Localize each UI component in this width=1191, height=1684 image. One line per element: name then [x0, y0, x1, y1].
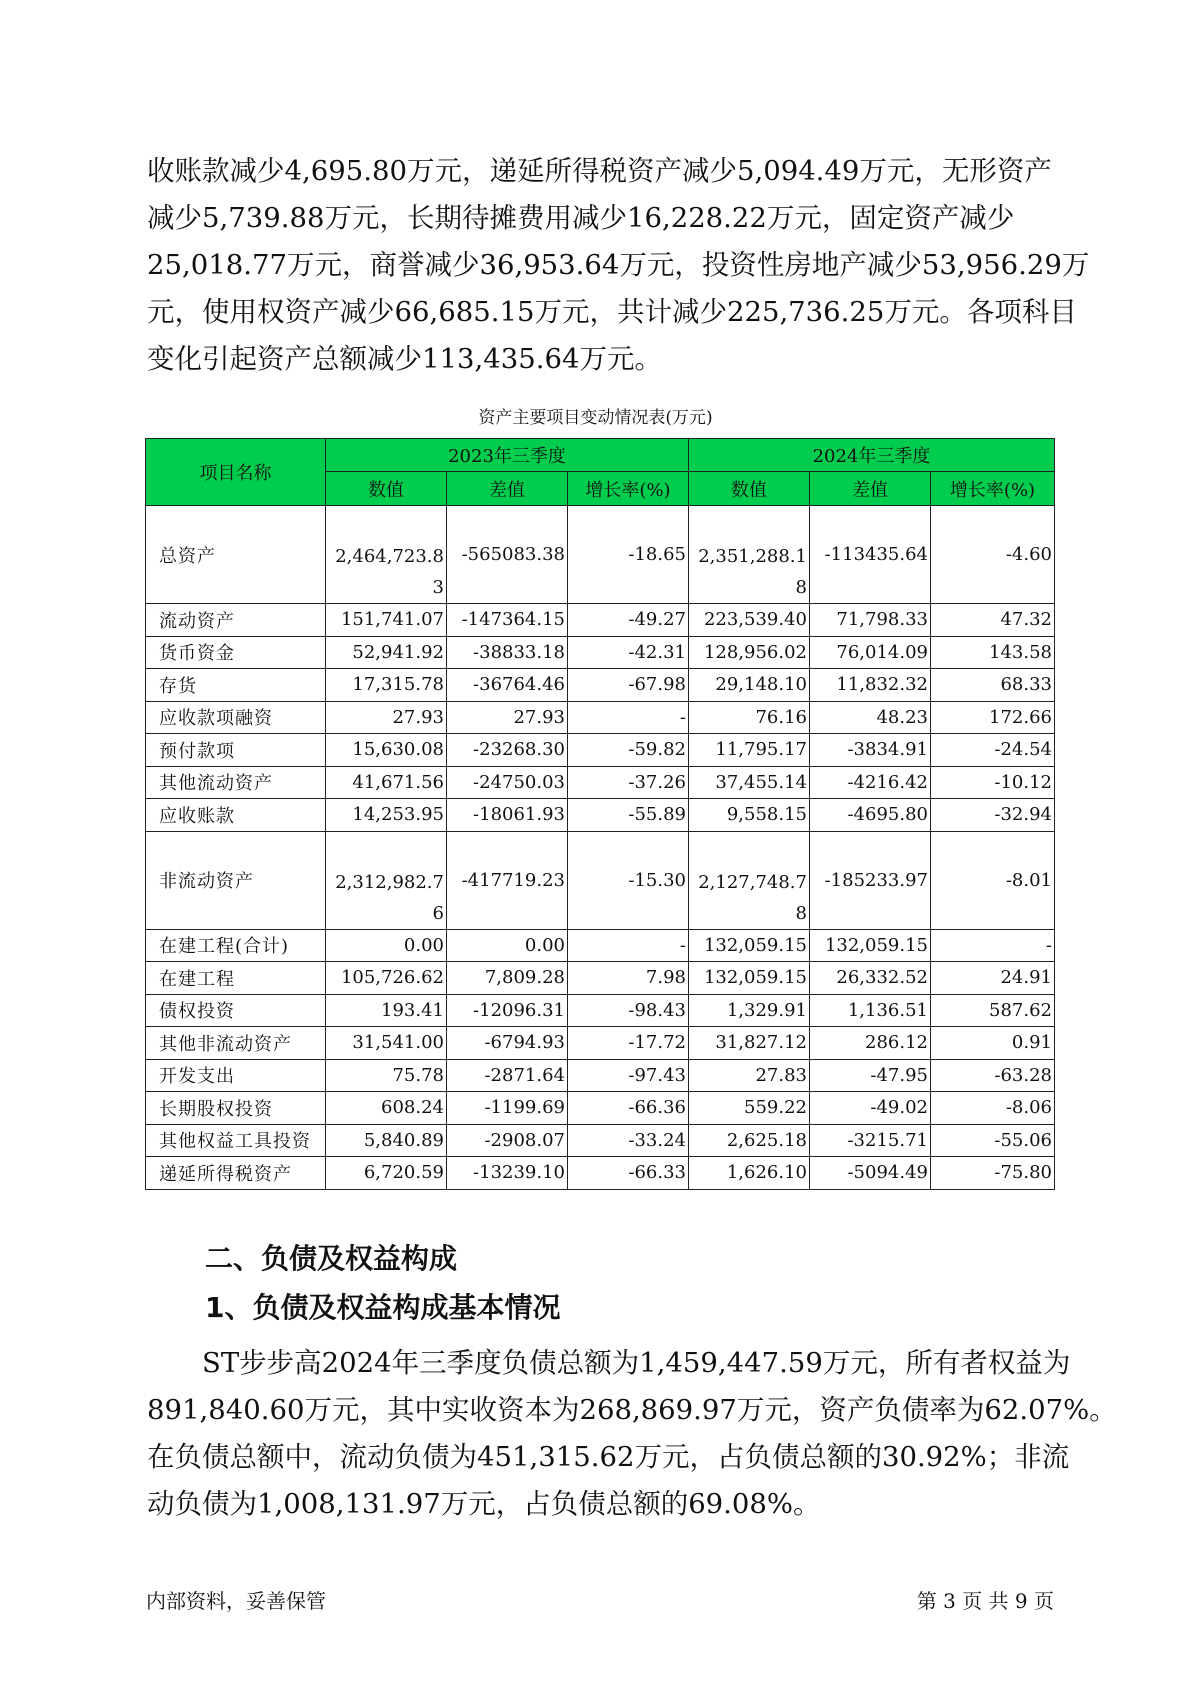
- table-row: [146, 669, 1055, 702]
- item-name-cell: 在建工程: [146, 962, 326, 995]
- diff-2024-cell: 1,136.51: [810, 994, 931, 1027]
- rate-2023-cell: -55.89: [568, 799, 689, 832]
- item-name-cell: 货币资金: [146, 636, 326, 669]
- diff-2024-cell: -113435.64: [810, 506, 931, 604]
- rate-2024-cell: -8.01: [931, 831, 1055, 929]
- value-2023-cell: 151,741.07: [326, 604, 447, 637]
- rate-2023-cell: -: [568, 701, 689, 734]
- diff-2023-cell: -23268.30: [447, 734, 568, 767]
- diff-2024-cell: 26,332.52: [810, 962, 931, 995]
- diff-2024-cell: -49.02: [810, 1092, 931, 1125]
- diff-2024-cell: 76,014.09: [810, 636, 931, 669]
- item-name-cell: 递延所得税资产: [146, 1157, 326, 1190]
- diff-2023-cell: -13239.10: [447, 1157, 568, 1190]
- item-name-cell: 开发支出: [146, 1059, 326, 1092]
- value-2024-cell: 2,351,288.18: [689, 506, 810, 604]
- paragraph-line: 891,840.60万元，其中实收资本为268,869.97万元，资产负债率为62.07%。: [147, 1394, 1117, 1426]
- item-name-cell: 在建工程(合计): [146, 929, 326, 962]
- item-name-cell: 长期股权投资: [146, 1092, 326, 1125]
- item-name-cell: 其他流动资产: [146, 766, 326, 799]
- item-name-cell: 流动资产: [146, 604, 326, 637]
- rate-2024-cell: 0.91: [931, 1027, 1055, 1060]
- diff-2024-cell: 132,059.15: [810, 929, 931, 962]
- table-row: [146, 604, 1055, 637]
- value-2024-cell: 1,329.91: [689, 994, 810, 1027]
- value-2023-cell: 0.00: [326, 929, 447, 962]
- diff-2023-cell: -565083.38: [447, 506, 568, 604]
- rate-2024-cell: 24.91: [931, 962, 1055, 995]
- paragraph-line: 收账款减少4,695.80万元，递延所得税资产减少5,094.49万元，无形资产: [147, 155, 1052, 187]
- diff-2023-cell: 27.93: [447, 701, 568, 734]
- rate-2024-cell: -: [931, 929, 1055, 962]
- table-row: [146, 636, 1055, 669]
- value-2023-cell: 608.24: [326, 1092, 447, 1125]
- diff-2023-cell: -36764.46: [447, 669, 568, 702]
- value-2024-cell: 1,626.10: [689, 1157, 810, 1190]
- table-row: [146, 701, 1055, 734]
- table-row: [146, 799, 1055, 832]
- value-2023-cell: 105,726.62: [326, 962, 447, 995]
- rate-2024-cell: 47.32: [931, 604, 1055, 637]
- group-header-2023: 2023年三季度: [326, 439, 689, 472]
- table-caption: 资产主要项目变动情况表(万元): [478, 408, 713, 428]
- diff-2023-cell: -12096.31: [447, 994, 568, 1027]
- diff-2023-cell: -18061.93: [447, 799, 568, 832]
- item-name-cell: 其他非流动资产: [146, 1027, 326, 1060]
- paragraph-line: 减少5,739.88万元，长期待摊费用减少16,228.22万元，固定资产减少: [147, 202, 1015, 234]
- asset-change-table: [145, 438, 1055, 1190]
- diff-2023-cell: -2871.64: [447, 1059, 568, 1092]
- value-2024-cell: 559.22: [689, 1092, 810, 1125]
- diff-2024-cell: -5094.49: [810, 1157, 931, 1190]
- rate-2024-cell: -8.06: [931, 1092, 1055, 1125]
- diff-2024-cell: 11,832.32: [810, 669, 931, 702]
- rate-2024-cell: 68.33: [931, 669, 1055, 702]
- rate-header-2024: 增长率(%): [931, 472, 1055, 506]
- diff-2023-cell: 7,809.28: [447, 962, 568, 995]
- paragraph-line: 元，使用权资产减少66,685.15万元，共计减少225,736.25万元。各项科目: [147, 296, 1077, 328]
- table-row: [146, 962, 1055, 995]
- table-row: [146, 506, 1055, 604]
- diff-header-2024: 差值: [810, 472, 931, 506]
- rate-2024-cell: -4.60: [931, 506, 1055, 604]
- value-2024-cell: 2,127,748.78: [689, 831, 810, 929]
- intro-paragraph: [147, 148, 1090, 383]
- item-name-cell: 应收账款: [146, 799, 326, 832]
- rate-2023-cell: -59.82: [568, 734, 689, 767]
- value-2024-cell: 2,625.18: [689, 1124, 810, 1157]
- value-2024-cell: 37,455.14: [689, 766, 810, 799]
- value-2023-cell: 5,840.89: [326, 1124, 447, 1157]
- value-2024-cell: 29,148.10: [689, 669, 810, 702]
- rate-2023-cell: -15.30: [568, 831, 689, 929]
- rate-2024-cell: 172.66: [931, 701, 1055, 734]
- rate-2023-cell: -97.43: [568, 1059, 689, 1092]
- value-2024-cell: 132,059.15: [689, 962, 810, 995]
- rate-header-2023: 增长率(%): [568, 472, 689, 506]
- value-2024-cell: 128,956.02: [689, 636, 810, 669]
- diff-2023-cell: -2908.07: [447, 1124, 568, 1157]
- group-header-2024: 2024年三季度: [689, 439, 1055, 472]
- rate-2023-cell: -66.33: [568, 1157, 689, 1190]
- rate-2024-cell: -63.28: [931, 1059, 1055, 1092]
- value-2023-cell: 41,671.56: [326, 766, 447, 799]
- rate-2024-cell: 587.62: [931, 994, 1055, 1027]
- item-name-cell: 存货: [146, 669, 326, 702]
- paragraph-line: 25,018.77万元，商誉减少36,953.64万元，投资性房地产减少53,956.29万: [147, 249, 1090, 281]
- diff-2024-cell: -4216.42: [810, 766, 931, 799]
- value-2024-cell: 76.16: [689, 701, 810, 734]
- table-row: [146, 994, 1055, 1027]
- table-row: [146, 734, 1055, 767]
- value-2023-cell: 2,312,982.76: [326, 831, 447, 929]
- rate-2023-cell: -42.31: [568, 636, 689, 669]
- value-2023-cell: 2,464,723.83: [326, 506, 447, 604]
- rate-2023-cell: -67.98: [568, 669, 689, 702]
- item-name-cell: 应收款项融资: [146, 701, 326, 734]
- diff-2023-cell: -147364.15: [447, 604, 568, 637]
- paragraph-line: 动负债为1,008,131.97万元，占负债总额的69.08%。: [147, 1488, 821, 1520]
- footer-page-number: 第 3 页 共 9 页: [916, 1589, 1054, 1613]
- rate-2023-cell: -66.36: [568, 1092, 689, 1125]
- value-2023-cell: 31,541.00: [326, 1027, 447, 1060]
- diff-2023-cell: -38833.18: [447, 636, 568, 669]
- diff-2023-cell: -1199.69: [447, 1092, 568, 1125]
- rate-2023-cell: -18.65: [568, 506, 689, 604]
- diff-2024-cell: 48.23: [810, 701, 931, 734]
- value-2024-cell: 27.83: [689, 1059, 810, 1092]
- table-row: [146, 1092, 1055, 1125]
- item-name-cell: 预付款项: [146, 734, 326, 767]
- rate-2024-cell: -10.12: [931, 766, 1055, 799]
- diff-2024-cell: -3834.91: [810, 734, 931, 767]
- rate-2023-cell: -17.72: [568, 1027, 689, 1060]
- paragraph-line: 在负债总额中，流动负债为451,315.62万元，占负债总额的30.92%；非流: [147, 1441, 1070, 1473]
- diff-2024-cell: -3215.71: [810, 1124, 931, 1157]
- diff-2024-cell: -4695.80: [810, 799, 931, 832]
- value-2024-cell: 31,827.12: [689, 1027, 810, 1060]
- table-row: [146, 1157, 1055, 1190]
- liability-paragraph: [147, 1340, 1117, 1528]
- table-row: [146, 831, 1055, 929]
- rate-2024-cell: 143.58: [931, 636, 1055, 669]
- rate-2023-cell: 7.98: [568, 962, 689, 995]
- diff-2023-cell: -24750.03: [447, 766, 568, 799]
- diff-2024-cell: 286.12: [810, 1027, 931, 1060]
- value-2023-cell: 17,315.78: [326, 669, 447, 702]
- table-row: [146, 929, 1055, 962]
- item-name-cell: 非流动资产: [146, 831, 326, 929]
- table-row: [146, 1124, 1055, 1157]
- rate-2024-cell: -32.94: [931, 799, 1055, 832]
- value-header-2024: 数值: [689, 472, 810, 506]
- value-2024-cell: 11,795.17: [689, 734, 810, 767]
- diff-2023-cell: -6794.93: [447, 1027, 568, 1060]
- value-2024-cell: 132,059.15: [689, 929, 810, 962]
- footer-confidential-note: 内部资料，妥善保管: [146, 1589, 326, 1613]
- diff-2023-cell: -417719.23: [447, 831, 568, 929]
- rate-2023-cell: -: [568, 929, 689, 962]
- section-heading: 二、负债及权益构成: [205, 1242, 458, 1275]
- value-2023-cell: 52,941.92: [326, 636, 447, 669]
- item-name-header: 项目名称: [146, 439, 326, 506]
- subsection-heading: 1、负债及权益构成基本情况: [205, 1291, 561, 1324]
- value-header-2023: 数值: [326, 472, 447, 506]
- diff-2023-cell: 0.00: [447, 929, 568, 962]
- value-2023-cell: 6,720.59: [326, 1157, 447, 1190]
- item-name-cell: 其他权益工具投资: [146, 1124, 326, 1157]
- item-name-cell: 总资产: [146, 506, 326, 604]
- diff-2024-cell: 71,798.33: [810, 604, 931, 637]
- rate-2024-cell: -75.80: [931, 1157, 1055, 1190]
- table-row: [146, 766, 1055, 799]
- value-2024-cell: 223,539.40: [689, 604, 810, 637]
- value-2023-cell: 75.78: [326, 1059, 447, 1092]
- rate-2023-cell: -98.43: [568, 994, 689, 1027]
- rate-2024-cell: -55.06: [931, 1124, 1055, 1157]
- rate-2024-cell: -24.54: [931, 734, 1055, 767]
- item-name-cell: 债权投资: [146, 994, 326, 1027]
- value-2023-cell: 15,630.08: [326, 734, 447, 767]
- value-2023-cell: 193.41: [326, 994, 447, 1027]
- diff-2024-cell: -185233.97: [810, 831, 931, 929]
- table-row: [146, 1027, 1055, 1060]
- value-2024-cell: 9,558.15: [689, 799, 810, 832]
- rate-2023-cell: -37.26: [568, 766, 689, 799]
- rate-2023-cell: -33.24: [568, 1124, 689, 1157]
- value-2023-cell: 14,253.95: [326, 799, 447, 832]
- table-row: [146, 1059, 1055, 1092]
- value-2023-cell: 27.93: [326, 701, 447, 734]
- rate-2023-cell: -49.27: [568, 604, 689, 637]
- paragraph-line: 变化引起资产总额减少113,435.64万元。: [147, 343, 662, 375]
- diff-header-2023: 差值: [447, 472, 568, 506]
- paragraph-line: ST步步高2024年三季度负债总额为1,459,447.59万元，所有者权益为: [202, 1347, 1071, 1379]
- diff-2024-cell: -47.95: [810, 1059, 931, 1092]
